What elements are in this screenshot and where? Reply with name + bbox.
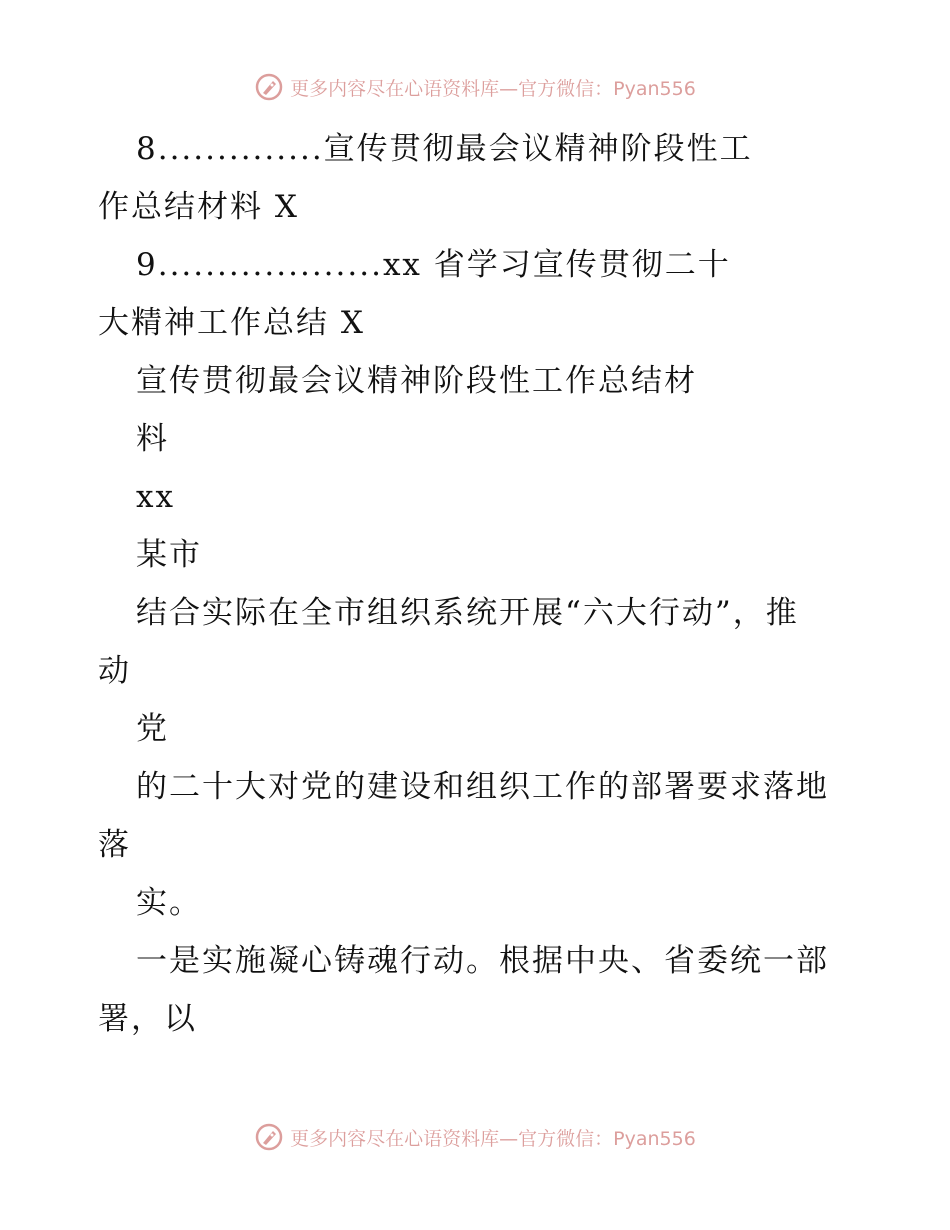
document-line: xx — [136, 479, 175, 515]
watermark-text: 更多内容尽在心语资料库—官方微信：Pyan556 — [290, 77, 696, 100]
document-line: 料 — [136, 421, 169, 457]
document-line: 宣传贯彻最会议精神阶段性工作总结材 — [136, 363, 697, 399]
document-line: 8..............宣传贯彻最会议精神阶段性工 — [136, 131, 753, 167]
document-line: 党 — [136, 711, 169, 747]
document-line: 落 — [98, 827, 131, 863]
document-line: 的二十大对党的建设和组织工作的部署要求落地 — [136, 769, 829, 805]
header-watermark — [0, 72, 950, 102]
document-line: 实。 — [136, 885, 202, 921]
document-body — [98, 120, 858, 1048]
document-line: 9...................xx 省学习宣传贯彻二十 — [136, 247, 731, 283]
document-line: 动 — [98, 653, 131, 689]
watermark-text: 更多内容尽在心语资料库—官方微信：Pyan556 — [290, 1127, 696, 1150]
document-line: 结合实际在全市组织系统开展“六大行动”，推 — [136, 595, 799, 631]
footer-watermark — [0, 1122, 950, 1152]
document-line: 大精神工作总结 X — [98, 305, 365, 341]
pen-nib-logo-icon — [254, 72, 284, 102]
document-line: 某市 — [136, 537, 202, 573]
document-line: 作总结材料 X — [98, 189, 299, 225]
document-line: 署，以 — [98, 1001, 197, 1037]
pen-nib-logo-icon — [254, 1122, 284, 1152]
document-line: 一是实施凝心铸魂行动。根据中央、省委统一部 — [136, 943, 829, 979]
